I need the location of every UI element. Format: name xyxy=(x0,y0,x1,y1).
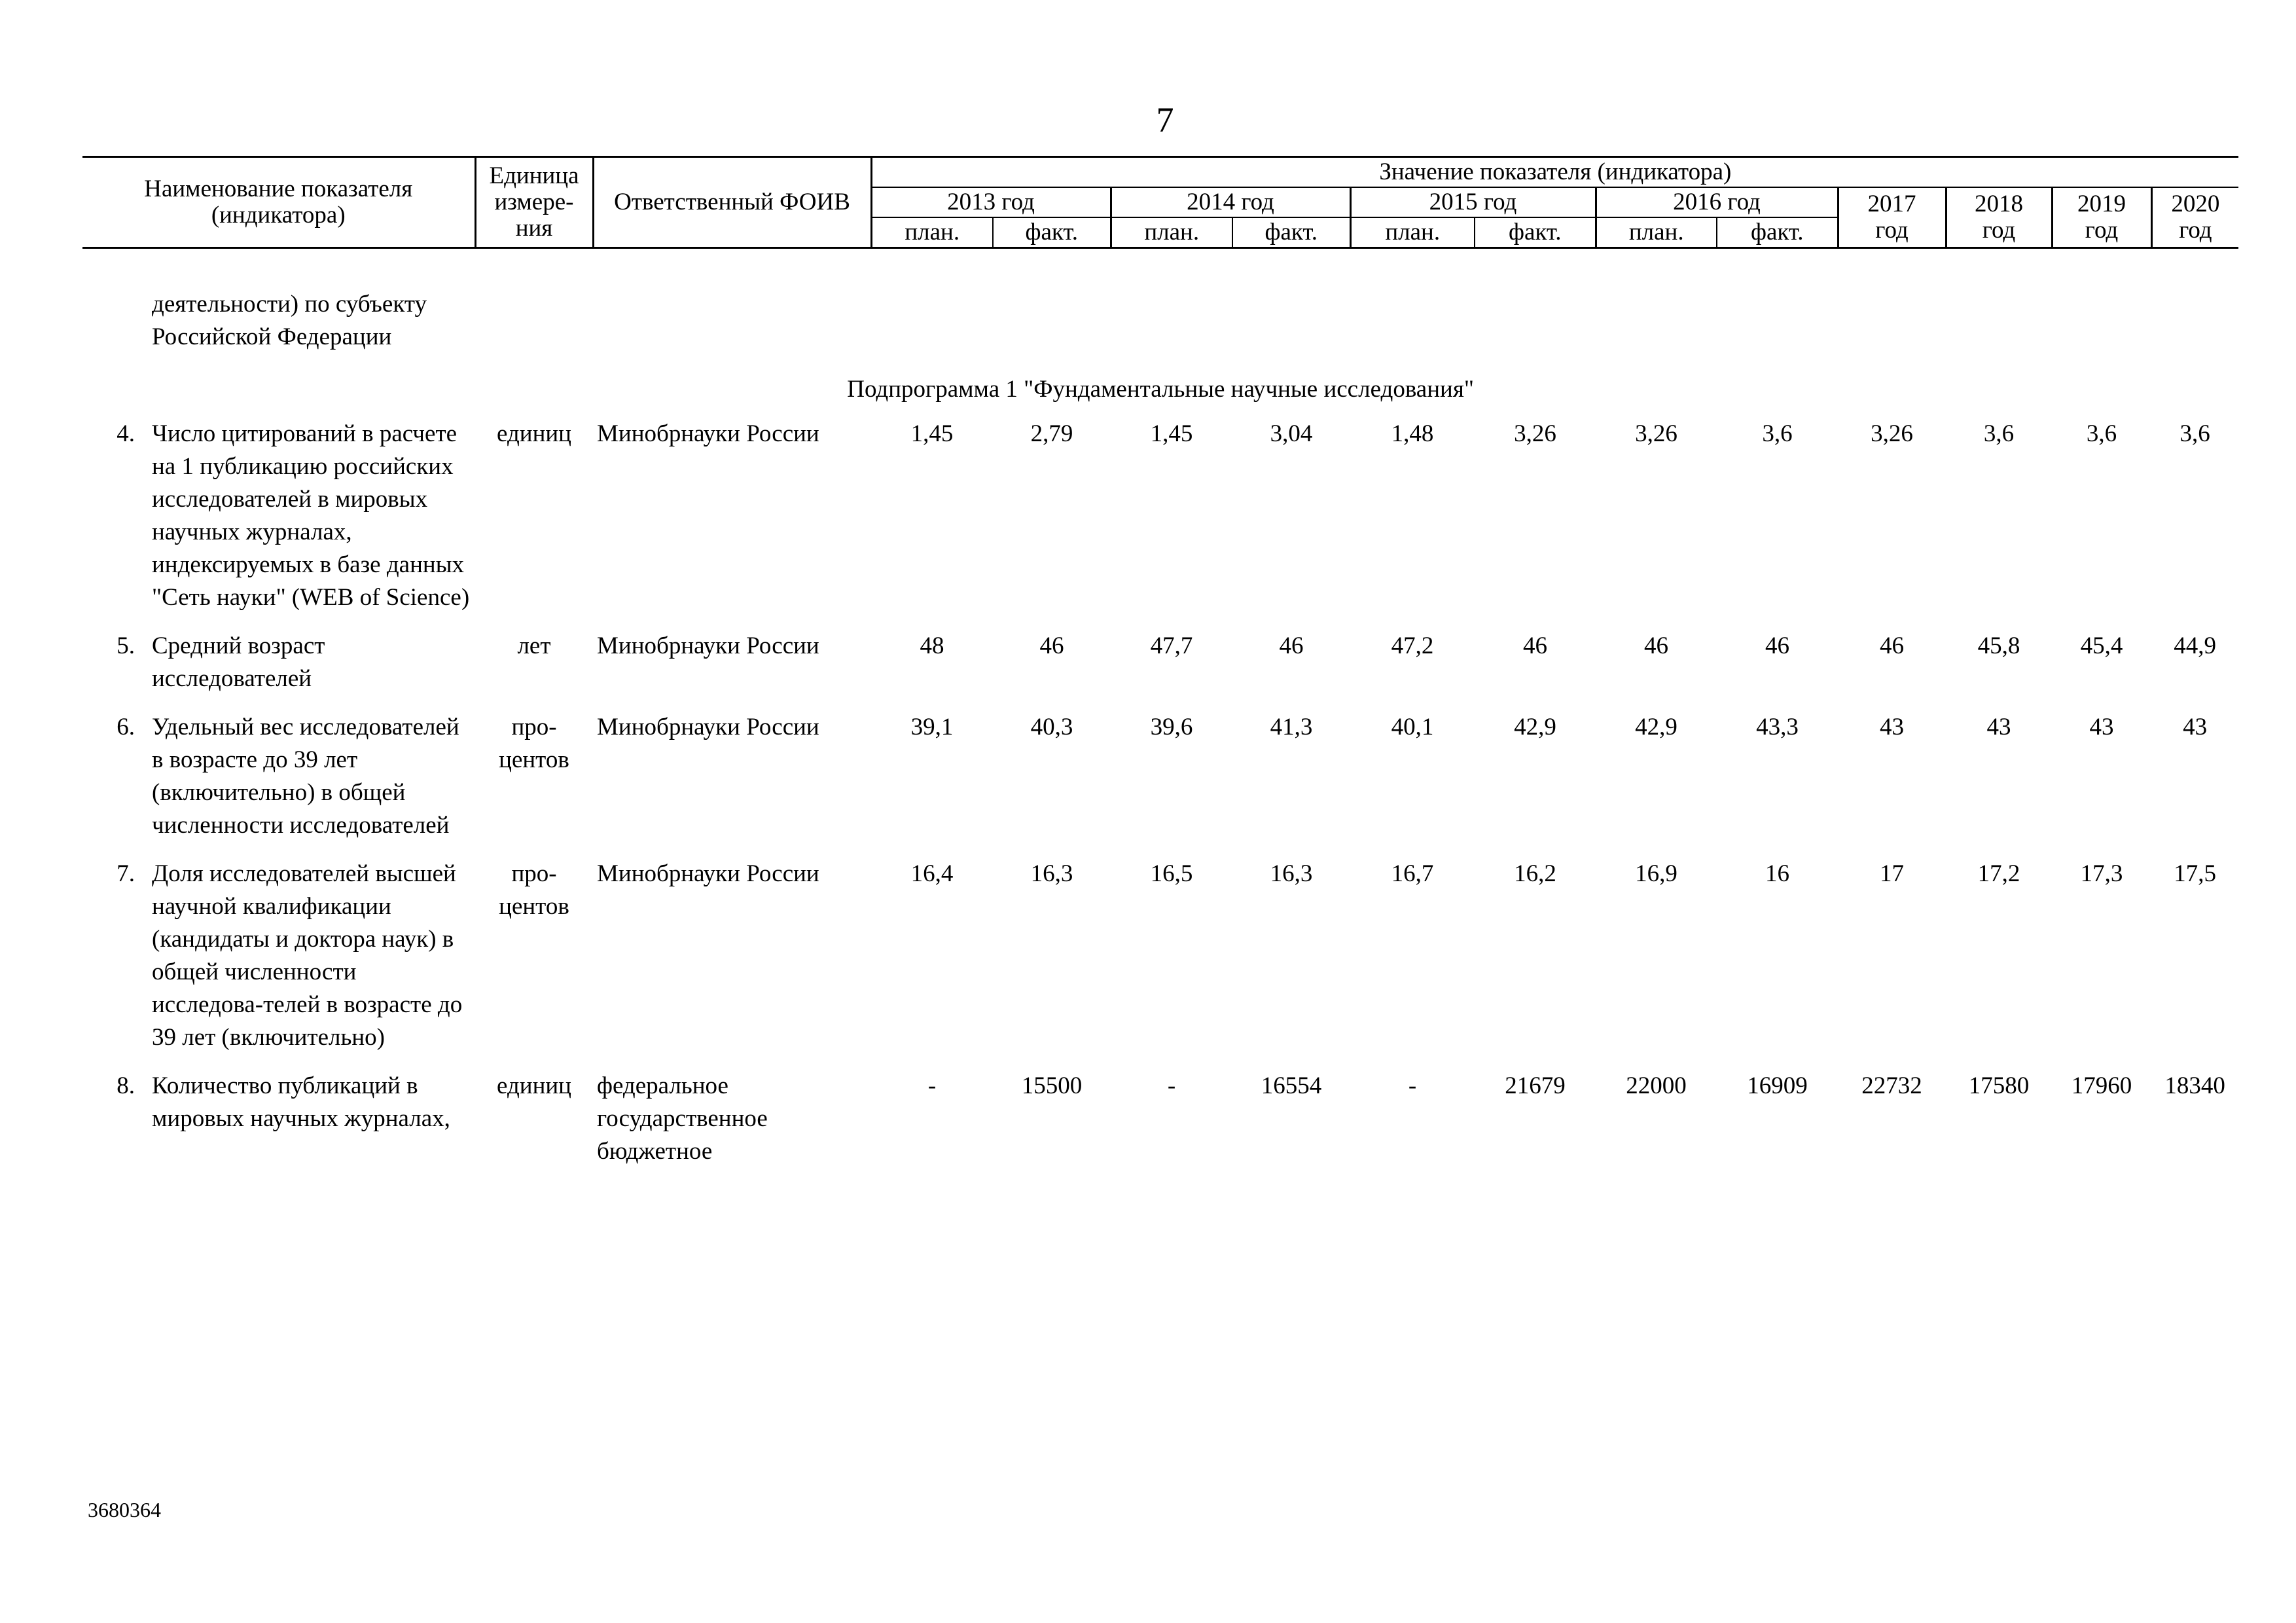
value-cell: 43,3 xyxy=(1756,714,1799,740)
responsible-cell: Минобрнауки России xyxy=(597,714,819,740)
unit-cell: про- центов xyxy=(499,860,569,920)
header-2014-plan: план. xyxy=(1111,217,1232,247)
header-year-2017-suffix: год xyxy=(1875,216,1909,244)
value-cell: 39,6 xyxy=(1150,714,1193,740)
value-cell: 47,7 xyxy=(1150,632,1193,659)
value-cell: 16,9 xyxy=(1635,860,1677,887)
value-cell: 46 xyxy=(1279,632,1304,659)
value-cell: 3,6 xyxy=(1983,420,2015,447)
header-2015-fact: факт. xyxy=(1475,217,1596,247)
header-year-2018-suffix: год xyxy=(1982,216,2016,244)
value-cell: 40,3 xyxy=(1030,714,1073,740)
header-year-2017 xyxy=(1838,187,1946,247)
header-year-2014: 2014 год xyxy=(1111,187,1350,217)
value-cell: 1,45 xyxy=(1150,420,1193,447)
row-number: 4. xyxy=(117,420,135,447)
header-2016-fact: факт. xyxy=(1717,217,1838,247)
indicator-name: Число цитирований в расчете на 1 публикацию российских исследователей в мировых научных журналах, индексируемых в базе данных "Сеть науки" (WEB of Science) xyxy=(152,420,470,611)
value-cell: 45,8 xyxy=(1977,632,2020,659)
header-year-2020 xyxy=(2151,187,2238,247)
header-year-2013: 2013 год xyxy=(871,187,1111,217)
row-number: 8. xyxy=(117,1072,135,1099)
responsible-cell: Минобрнауки России xyxy=(597,860,819,887)
table-row xyxy=(82,1070,2238,1184)
header-year-2018-num: 2018 xyxy=(1975,190,2023,217)
value-cell: 3,26 xyxy=(1514,420,1556,447)
value-cell: 41,3 xyxy=(1270,714,1313,740)
header-2013-fact: факт. xyxy=(993,217,1111,247)
header-2014-fact: факт. xyxy=(1232,217,1350,247)
unit-cell: единиц xyxy=(497,1072,571,1099)
subprogram-title: Подпрограмма 1 "Фундаментальные научные исследования" xyxy=(847,376,1474,403)
value-cell: 16,3 xyxy=(1270,860,1313,887)
value-cell: 17,2 xyxy=(1977,860,2020,887)
value-cell: 21679 xyxy=(1505,1072,1566,1099)
table-row xyxy=(82,630,2238,711)
value-cell: 3,26 xyxy=(1635,420,1677,447)
value-cell: 3,6 xyxy=(2179,420,2210,447)
value-cell: 3,6 xyxy=(2086,420,2117,447)
value-cell: 17 xyxy=(1880,860,1904,887)
header-year-2020-suffix: год xyxy=(2179,216,2212,244)
value-cell: 17,5 xyxy=(2174,860,2216,887)
value-cell: 15500 xyxy=(1021,1072,1083,1099)
value-cell: 42,9 xyxy=(1514,714,1556,740)
header-year-2019-num: 2019 xyxy=(2077,190,2126,217)
value-cell: 2,79 xyxy=(1030,420,1073,447)
value-cell: 1,48 xyxy=(1391,420,1434,447)
row-number: 7. xyxy=(117,860,135,887)
value-cell: 43 xyxy=(1880,714,1904,740)
document-code: 3680364 xyxy=(88,1498,161,1522)
header-year-2016: 2016 год xyxy=(1596,187,1838,217)
value-cell: 16,5 xyxy=(1150,860,1193,887)
value-cell: 46 xyxy=(1644,632,1668,659)
header-2016-plan: план. xyxy=(1596,217,1717,247)
value-cell: - xyxy=(1408,1072,1417,1099)
page-number: 7 xyxy=(1156,100,1174,139)
indicator-name: Количество публикаций в мировых научных журналах, xyxy=(152,1072,450,1132)
value-cell: - xyxy=(1167,1072,1176,1099)
value-cell: 16909 xyxy=(1747,1072,1808,1099)
value-cell: 3,6 xyxy=(1762,420,1793,447)
indicator-name: Доля исследователей высшей научной квалификации (кандидаты и доктора наук) в общей численности исследова-телей в возрасте до 39 лет (включительно) xyxy=(152,860,463,1051)
responsible-cell: Минобрнауки России xyxy=(597,632,819,659)
value-cell: 1,45 xyxy=(910,420,954,447)
header-responsible: Ответственный ФОИВ xyxy=(593,157,871,248)
table-header xyxy=(82,156,2238,249)
value-cell: 16554 xyxy=(1261,1072,1322,1099)
value-cell: 16 xyxy=(1765,860,1789,887)
value-cell: 17960 xyxy=(2071,1072,2132,1099)
value-cell: 17,3 xyxy=(2080,860,2123,887)
value-cell: 46 xyxy=(1765,632,1789,659)
header-value: Значение показателя (индикатора) xyxy=(871,157,2238,187)
value-cell: 16,3 xyxy=(1030,860,1073,887)
value-cell: 43 xyxy=(2183,714,2208,740)
table-row xyxy=(82,711,2238,858)
value-cell: - xyxy=(927,1072,937,1099)
value-cell: 18340 xyxy=(2164,1072,2225,1099)
value-cell: 3,04 xyxy=(1270,420,1313,447)
value-cell: 45,4 xyxy=(2080,632,2123,659)
continuation-text: деятельности) по субъекту Российской Федерации xyxy=(152,291,427,350)
value-cell: 40,1 xyxy=(1391,714,1434,740)
value-cell: 39,1 xyxy=(910,714,954,740)
header-name: Наименование показателя (индикатора) xyxy=(82,157,475,248)
indicator-name: Удельный вес исследователей в возрасте до 39 лет (включительно) в общей численности исследователей xyxy=(152,714,459,839)
unit-cell: лет xyxy=(517,632,551,659)
header-unit: Единица измере-ния xyxy=(475,157,593,248)
indicator-name: Средний возраст исследователей xyxy=(152,632,325,692)
value-cell: 16,4 xyxy=(910,860,954,887)
header-2013-plan: план. xyxy=(871,217,993,247)
header-year-2020-num: 2020 xyxy=(2171,190,2220,217)
value-cell: 17580 xyxy=(1968,1072,2030,1099)
value-cell: 48 xyxy=(920,632,944,659)
header-year-2015: 2015 год xyxy=(1350,187,1596,217)
value-cell: 16,7 xyxy=(1391,860,1434,887)
row-number: 5. xyxy=(117,632,135,659)
row-number: 6. xyxy=(117,714,135,740)
value-cell: 42,9 xyxy=(1635,714,1677,740)
value-cell: 16,2 xyxy=(1514,860,1556,887)
table-row xyxy=(82,858,2238,1070)
indicator-table xyxy=(82,288,2238,1184)
value-cell: 46 xyxy=(1039,632,1064,659)
value-cell: 44,9 xyxy=(2174,632,2216,659)
value-cell: 43 xyxy=(2089,714,2114,740)
value-cell: 22732 xyxy=(1861,1072,1922,1099)
value-cell: 46 xyxy=(1880,632,1904,659)
header-year-2019-suffix: год xyxy=(2085,216,2119,244)
header-year-2019 xyxy=(2052,187,2151,247)
value-cell: 47,2 xyxy=(1391,632,1434,659)
responsible-cell: Минобрнауки России xyxy=(597,420,819,447)
header-2015-plan: план. xyxy=(1350,217,1475,247)
value-cell: 22000 xyxy=(1626,1072,1687,1099)
responsible-cell: федеральное государственное бюджетное xyxy=(597,1072,768,1165)
header-year-2017-num: 2017 xyxy=(1867,190,1916,217)
value-cell: 43 xyxy=(1986,714,2011,740)
table-row xyxy=(82,418,2238,630)
value-cell: 3,26 xyxy=(1871,420,1913,447)
unit-cell: про- центов xyxy=(499,714,569,773)
unit-cell: единиц xyxy=(497,420,571,447)
header-year-2018 xyxy=(1946,187,2052,247)
value-cell: 46 xyxy=(1523,632,1547,659)
